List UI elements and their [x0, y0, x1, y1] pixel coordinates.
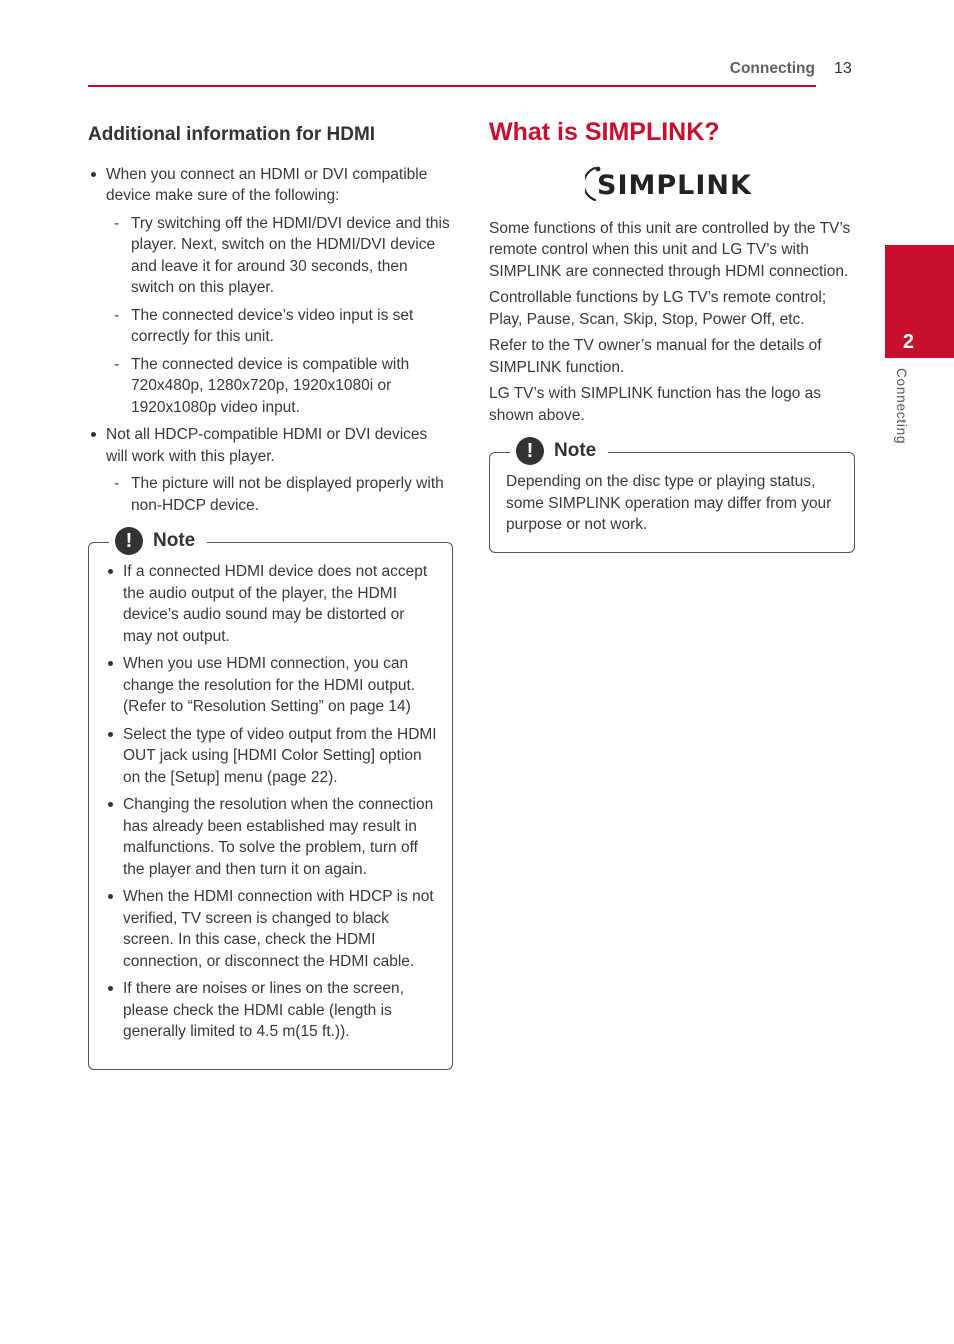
- list-item: When you use HDMI connection, you can change the resolution for the HDMI output. (Refer to “Resolution Setting” on page 14): [105, 653, 438, 718]
- list-item: If a connected HDMI device does not accept the audio output of the player, the HDMI device’s audio sound may be distorted or may not output.: [105, 561, 438, 647]
- note-label: Note: [153, 530, 196, 552]
- list-item: Changing the resolution when the connection has already been established may result in malfunctions. To solve the problem, turn off the player and then turn it on again.: [105, 794, 438, 880]
- exclamation-icon: !: [516, 437, 544, 465]
- simplink-logo-text: SIMPLINK: [597, 169, 752, 201]
- header-section-title: Connecting: [729, 60, 815, 77]
- note-tag: [510, 437, 608, 465]
- bullet-text: When you connect an HDMI or DVI compatible device make sure of the following:: [106, 165, 428, 204]
- hdmi-info-list: [88, 164, 453, 517]
- list-item: [88, 424, 453, 516]
- list-item: Select the type of video output from the HDMI OUT jack using [HDMI Color Setting] option on the [Setup] menu (page 22).: [105, 724, 438, 789]
- sub-list-item: - The picture will not be displayed properly with non-HDCP device.: [114, 473, 453, 516]
- sub-list: [106, 213, 453, 419]
- simplink-logo-graphic: [585, 162, 761, 206]
- left-column: [88, 120, 453, 1070]
- chapter-label: Connecting: [894, 368, 909, 445]
- note-label: Note: [554, 440, 597, 462]
- note-list: [105, 561, 438, 1043]
- sub-list-item: - The connected device is compatible with 720x480p, 1280x720p, 1920x1080i or 1920x1080p video input.: [114, 354, 453, 419]
- simplink-paragraph: LG TV’s with SIMPLINK function has the logo as shown above.: [489, 385, 821, 424]
- right-column: [489, 120, 855, 553]
- page-number: 13: [834, 60, 852, 77]
- list-item: [88, 164, 453, 419]
- note-tag: [109, 527, 207, 555]
- sub-list-item: - The connected device’s video input is set correctly for this unit.: [114, 305, 453, 348]
- simplink-note-box: [489, 440, 855, 553]
- sub-list-item: - Try switching off the HDMI/DVI device and this player. Next, switch on the HDMI/DVI device and leave it for around 30 seconds, then switch on this player.: [114, 213, 453, 299]
- chapter-number: 2: [902, 331, 914, 353]
- exclamation-icon: !: [115, 527, 143, 555]
- header-rule: [88, 85, 816, 87]
- simplink-paragraph: Controllable functions by LG TV’s remote control; Play, Pause, Scan, Skip, Stop, Power Off, etc.: [489, 289, 827, 328]
- simplink-paragraph: Some functions of this unit are controlled by the TV’s remote control when this unit and LG TV’s with SIMPLINK are connected through HDMI connection.: [489, 219, 851, 280]
- simplink-logo: [585, 162, 855, 206]
- bullet-text: Not all HDCP-compatible HDMI or DVI devices will work with this player.: [106, 426, 428, 465]
- sub-list: [106, 473, 453, 516]
- hdmi-note-box: [88, 530, 453, 1070]
- simplink-paragraph: Refer to the TV owner’s manual for the details of SIMPLINK function.: [489, 337, 822, 376]
- simplink-heading: What is SIMPLINK?: [489, 118, 720, 146]
- chapter-tab: [885, 245, 954, 358]
- note-text: Depending on the disc type or playing status, some SIMPLINK operation may differ from your purpose or not work.: [506, 473, 832, 533]
- hdmi-info-heading: Additional information for HDMI: [88, 124, 376, 145]
- list-item: If there are noises or lines on the screen, please check the HDMI cable (length is generally limited to 4.5 m(15 ft.)).: [105, 978, 438, 1043]
- list-item: When the HDMI connection with HDCP is not verified, TV screen is changed to black screen. In this case, check the HDMI connection, or disconnect the HDMI cable.: [105, 886, 438, 972]
